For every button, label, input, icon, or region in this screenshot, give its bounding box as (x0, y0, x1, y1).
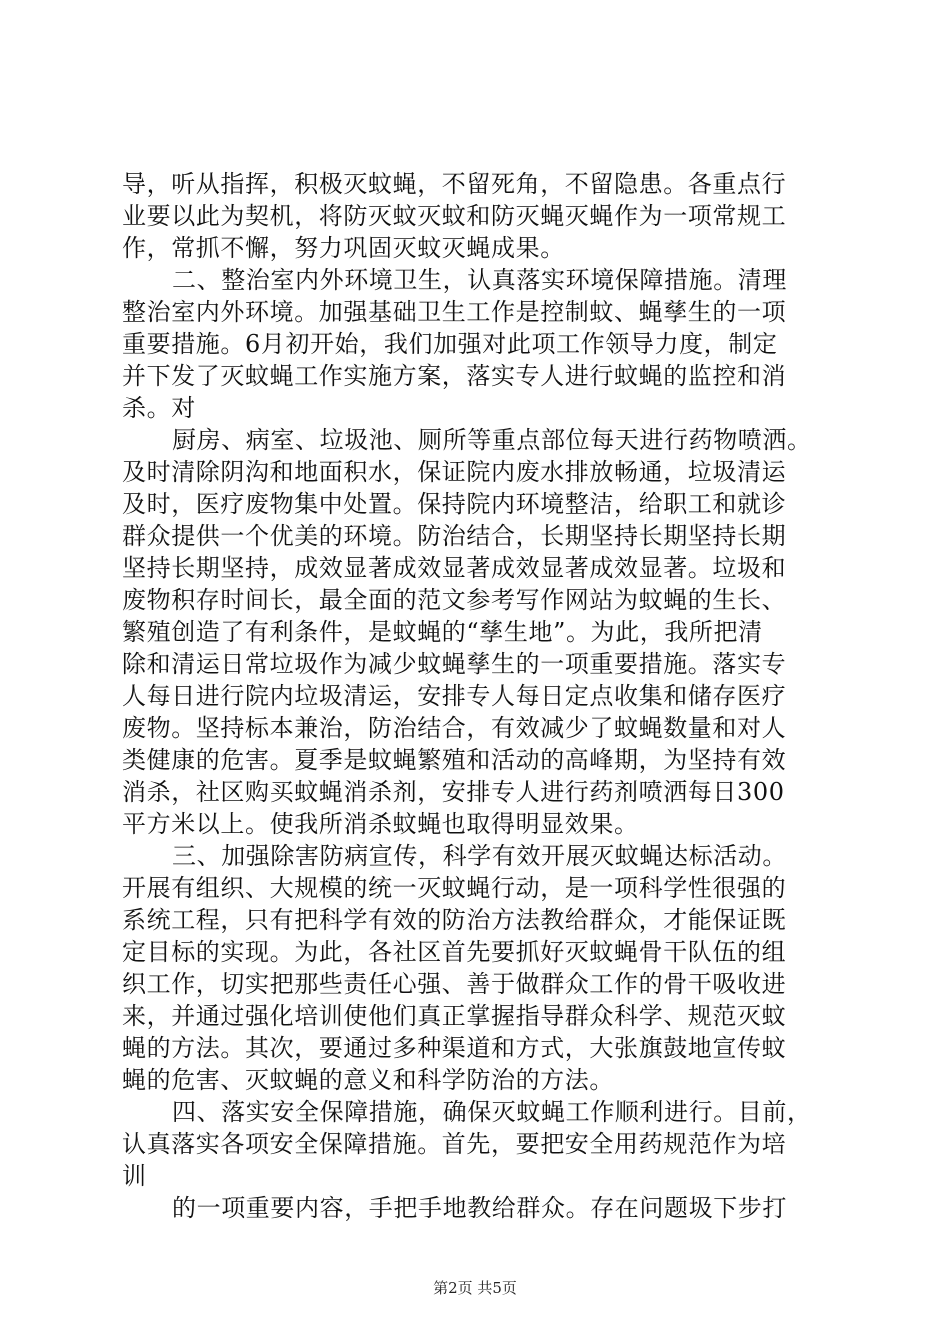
text-line: 类健康的危害。夏季是蚊蝇繁殖和活动的高峰期，为坚持有效 (122, 746, 787, 774)
text-line: 厨房、病室、垃圾池、厕所等重点部位每天进行药物喷洒。 (172, 426, 812, 454)
text-line: 整治室内外环境。加强基础卫生工作是控制蚊、蝇孳生的一项 (122, 298, 787, 326)
text-line: 除和清运日常垃圾作为减少蚊蝇孳生的一项重要措施。落实专 (122, 650, 787, 678)
text-line: 重要措施。6月初开始，我们加强对此项工作领导力度，制定 (122, 330, 778, 358)
text-line: 导，听从指挥，积极灭蚊蝇，不留死角，不留隐患。各重点行 (122, 170, 787, 198)
text-line: 开展有组织、大规模的统一灭蚊蝇行动，是一项科学性很强的 (122, 874, 787, 902)
text-line: 蝇的危害、灭蚊蝇的意义和科学防治的方法。 (122, 1066, 614, 1094)
text-line: 及时清除阴沟和地面积水，保证院内废水排放畅通，垃圾清运 (122, 458, 787, 486)
text-line: 繁殖创造了有利条件，是蚊蝇的“孳生地”。为此，我所把清 (122, 618, 763, 646)
text-line: 二、整治室内外环境卫生，认真落实环境保障措施。清理 (172, 266, 787, 294)
text-line: 训 (122, 1162, 147, 1190)
text-line: 定目标的实现。为此，各社区首先要抓好灭蚊蝇骨干队伍的组 (122, 938, 787, 966)
text-line: 废物积存时间长，最全面的范文参考写作网站为蚊蝇的生长、 (122, 586, 787, 614)
text-line: 杀。对 (122, 394, 196, 422)
text-line: 蝇的方法。其次，要通过多种渠道和方式，大张旗鼓地宣传蚊 (122, 1034, 787, 1062)
text-line: 织工作，切实把那些责任心强、善于做群众工作的骨干吸收进 (122, 970, 787, 998)
text-line: 人每日进行院内垃圾清运，安排专人每日定点收集和储存医疗 (122, 682, 787, 710)
text-line: 废物。坚持标本兼治，防治结合，有效减少了蚊蝇数量和对人 (122, 714, 787, 742)
text-line: 平方米以上。使我所消杀蚊蝇也取得明显效果。 (122, 810, 639, 838)
text-line: 的一项重要内容，手把手地教给群众。存在问题圾下步打 (172, 1194, 787, 1222)
text-line: 来，并通过强化培训使他们真正掌握指导群众科学、规范灭蚊 (122, 1002, 787, 1030)
text-line: 业要以此为契机，将防灭蚊灭蚊和防灭蝇灭蝇作为一项常规工 (122, 202, 787, 230)
text-line: 作，常抓不懈，努力巩固灭蚊灭蝇成果。 (122, 234, 565, 262)
text-line: 消杀，社区购买蚊蝇消杀剂，安排专人进行药剂喷洒每日300 (122, 778, 785, 806)
text-line: 四、落实安全保障措施，确保灭蚊蝇工作顺利进行。目前， (172, 1098, 812, 1126)
text-line: 认真落实各项安全保障措施。首先，要把安全用药规范作为培 (122, 1130, 787, 1158)
text-line: 坚持长期坚持，成效显著成效显著成效显著成效显著。垃圾和 (122, 554, 787, 582)
text-line: 并下发了灭蚊蝇工作实施方案，落实专人进行蚊蝇的监控和消 (122, 362, 787, 390)
text-line: 三、加强除害防病宣传，科学有效开展灭蚊蝇达标活动。 (172, 842, 787, 870)
document-body (122, 168, 832, 1224)
text-line: 系统工程，只有把科学有效的防治方法教给群众，才能保证既 (122, 906, 787, 934)
page-footer: 第2页 共5页 (433, 1279, 517, 1297)
text-line: 及时，医疗废物集中处置。保持院内环境整洁，给职工和就诊 (122, 490, 787, 518)
text-line: 群众提供一个优美的环境。防治结合，长期坚持长期坚持长期 (122, 522, 787, 550)
